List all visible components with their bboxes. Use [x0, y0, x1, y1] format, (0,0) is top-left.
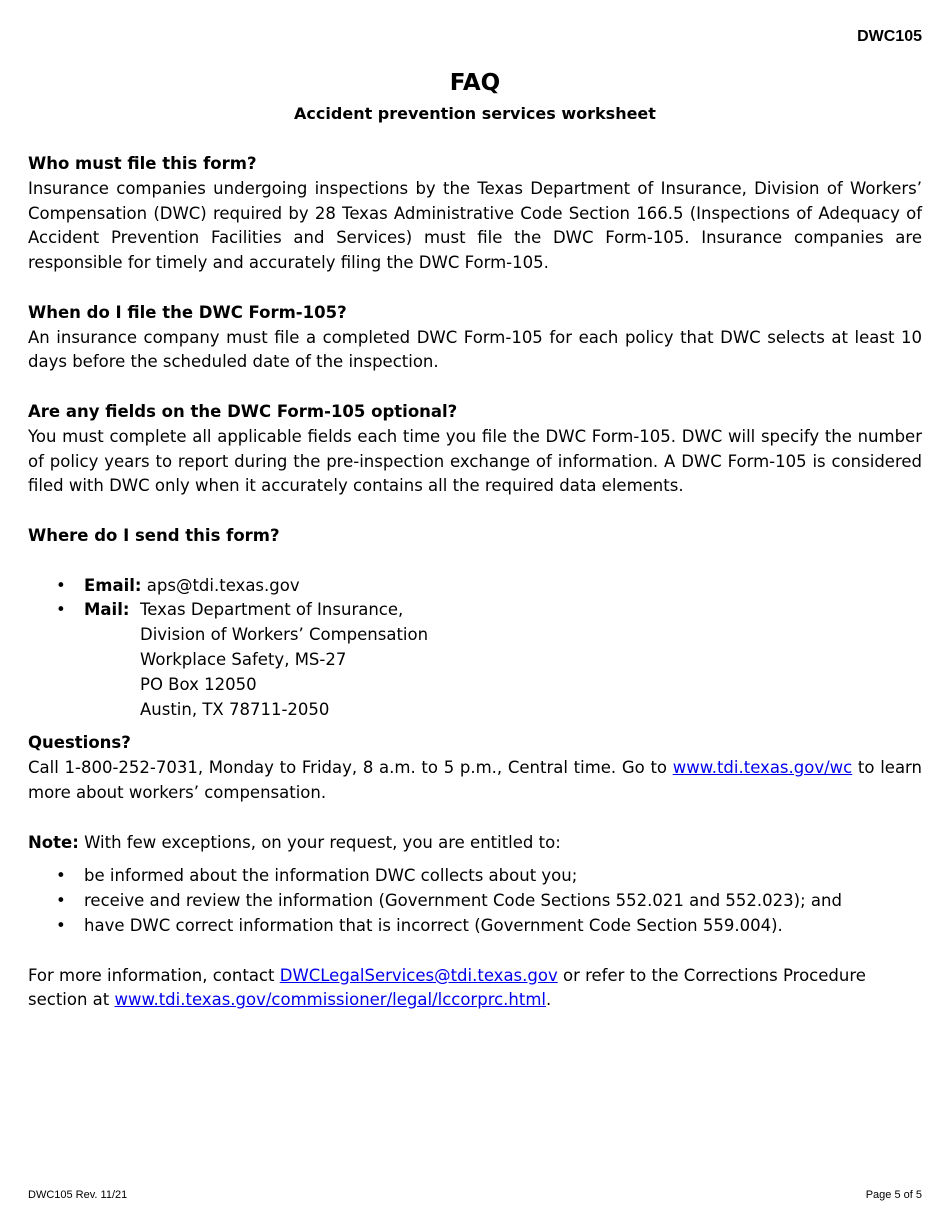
email-label: Email:: [84, 575, 142, 595]
rights-item: • have DWC correct information that is incorrect (Government Code Section 559.004).: [28, 914, 922, 939]
page-subtitle: Accident prevention services worksheet: [294, 104, 656, 123]
questions-heading: Questions?: [28, 733, 131, 753]
mail-line: Division of Workers’ Compensation: [140, 625, 429, 645]
form-revision: DWC105 Rev. 11/21: [28, 1189, 128, 1201]
questions-text: Call 1-800-252-7031, Monday to Friday, 8 a.m. to 5 p.m., Central time. Go to: [28, 758, 673, 778]
legal-services-email-link[interactable]: DWCLegalServices@tdi.texas.gov: [279, 965, 558, 985]
corrections-procedure-link[interactable]: www.tdi.texas.gov/commissioner/legal/lccorprc.html: [114, 990, 547, 1010]
rights-list: [28, 864, 922, 938]
faq-content: [28, 152, 922, 1013]
more-info: [28, 964, 922, 1014]
mail-line: Austin, TX 78711-2050: [140, 699, 330, 719]
email-value: aps@tdi.texas.gov: [146, 575, 300, 595]
mail-line: PO Box 12050: [140, 674, 257, 694]
questions-text-after: to learn more about workers’ compensation.: [28, 758, 923, 802]
mail-line: Texas Department of Insurance,: [139, 600, 404, 620]
note-label: Note:: [28, 832, 79, 852]
mail-item: [28, 598, 922, 623]
where-send-heading: Where do I send this form?: [28, 525, 280, 545]
who-must-file-heading: Who must file this form?: [28, 154, 257, 173]
note-intro: [28, 831, 922, 856]
when-file-heading: When do I file the DWC Form-105?: [28, 302, 347, 322]
more-info-text-middle: or refer to the Corrections Procedure section at: [28, 965, 866, 1010]
more-info-text-end: .: [546, 990, 552, 1010]
mail-line: Workplace Safety, MS-27: [140, 649, 347, 669]
form-number: DWC105: [857, 28, 922, 45]
page-title: FAQ: [449, 70, 501, 96]
tdi-wc-link[interactable]: www.tdi.texas.gov/wc: [672, 758, 853, 778]
mail-label: Mail:: [84, 600, 130, 620]
optional-fields-heading: Are any fields on the DWC Form-105 optional?: [28, 401, 458, 421]
rights-item: • be informed about the information DWC collects about you;: [28, 864, 922, 889]
page-number: Page 5 of 5: [865, 1189, 922, 1201]
when-file-body: An insurance company must file a completed DWC Form-105 for each policy that DWC selects at least 10 days before the scheduled date of the inspection.: [28, 327, 922, 372]
email-item: [28, 574, 922, 599]
note-intro-text: With few exceptions, on your request, you are entitled to:: [78, 832, 561, 852]
rights-item: • receive and review the information (Government Code Sections 552.021 and 552.023); and: [28, 889, 922, 914]
contact-list: [28, 574, 922, 624]
optional-fields-body: You must complete all applicable fields each time you file the DWC Form-105. DWC will specify the number of policy years to report during the pre-inspection exchange of information. A DWC Form-105 is considered filed with DWC only when it accurately contains all the required data elements.: [28, 426, 922, 496]
who-must-file-body: Insurance companies undergoing inspections by the Texas Department of Insurance, Division of Workers’ Compensation (DWC) required by 28 Texas Administrative Code Section 166.5 (Inspections of Adequacy of Accident Prevention Facilities and Services) must file the DWC Form-105. Insurance companies are responsible for timely and accurately filing the DWC Form-105.: [28, 178, 922, 273]
mail-address: [28, 623, 922, 722]
questions-body: [28, 756, 922, 806]
more-info-text: For more information, contact: [28, 965, 280, 985]
